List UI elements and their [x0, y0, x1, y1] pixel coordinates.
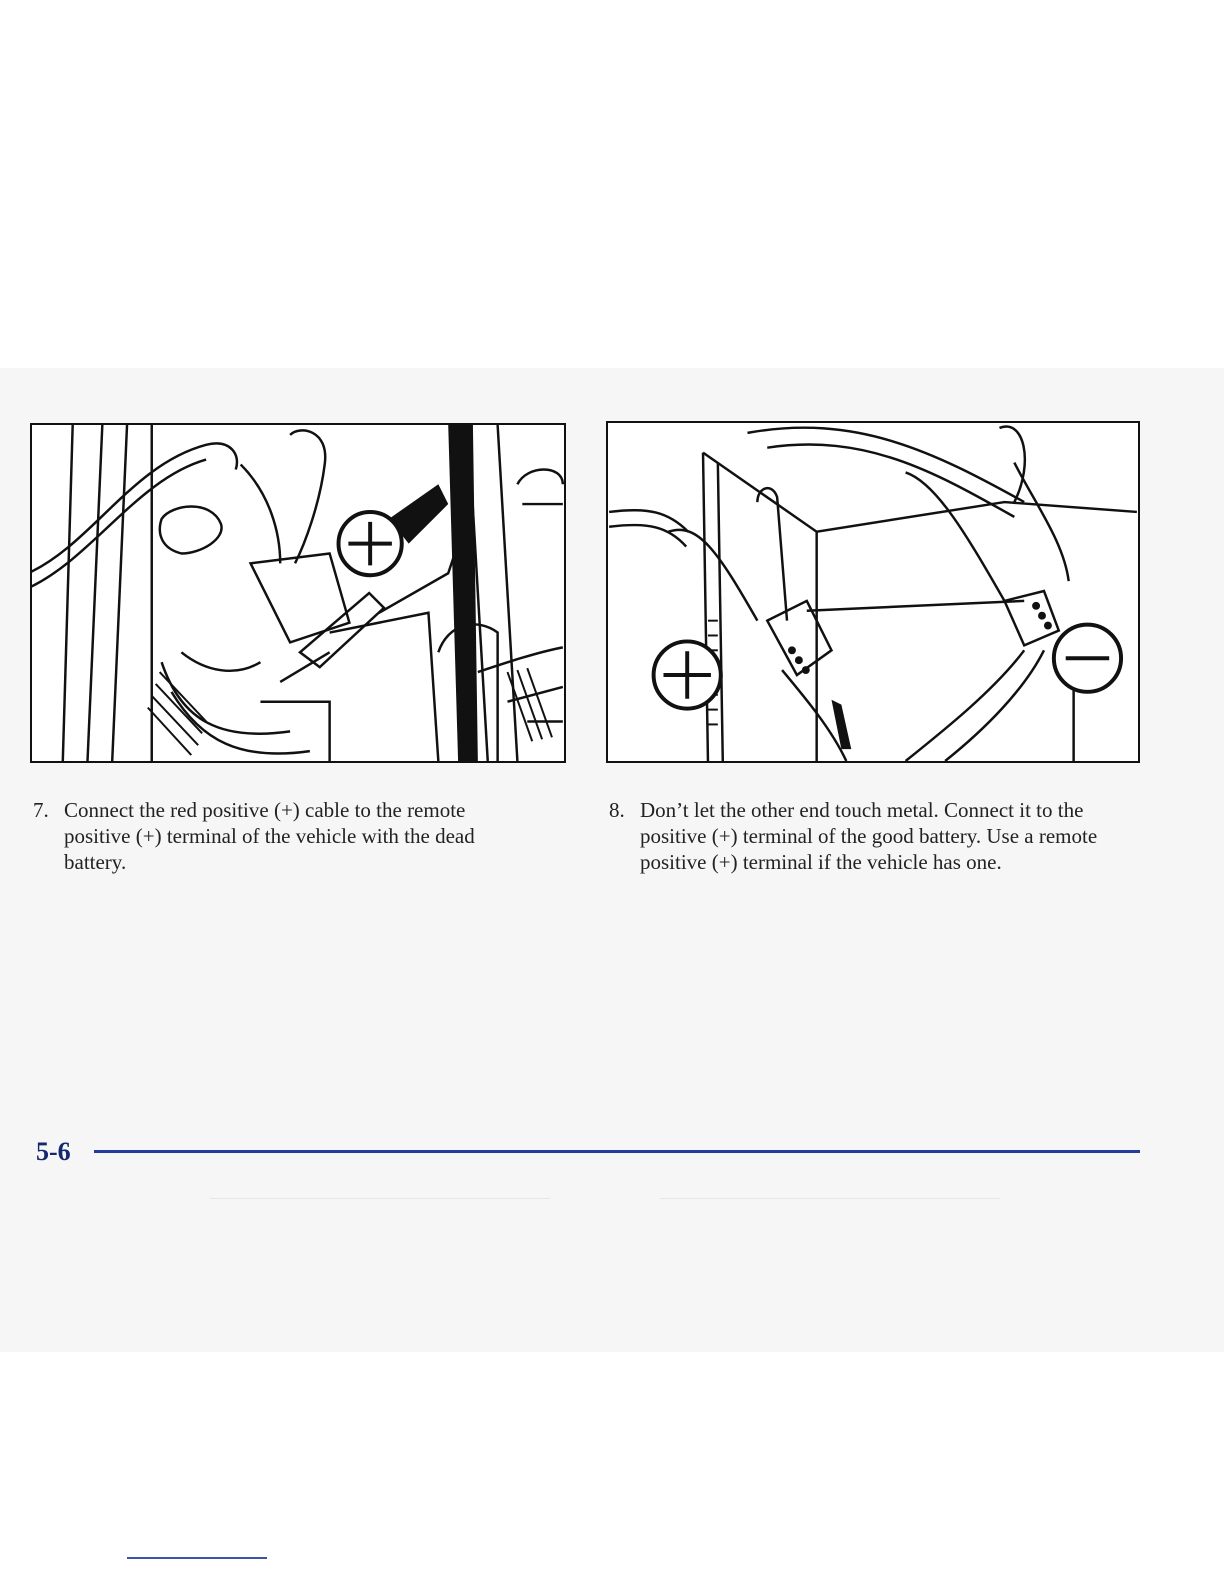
- illustration-engine-bay-clamp: [32, 425, 564, 761]
- step-text: Connect the red positive (+) cable to the remote positive (+) terminal of the vehicle with the dead battery.: [64, 798, 475, 874]
- negative-terminal-symbol: [1054, 625, 1121, 692]
- positive-terminal-symbol: [654, 641, 721, 708]
- step-number: 8.: [609, 798, 625, 822]
- positive-terminal-symbol: [339, 512, 402, 575]
- scan-line-left: [210, 1198, 550, 1199]
- figure-remote-positive-terminal: [30, 423, 566, 763]
- step-number: 7.: [33, 798, 49, 822]
- footer-rule: [94, 1150, 1140, 1153]
- step-text: Don’t let the other end touch metal. Connect it to the positive (+) terminal of the good battery. Use a remote positive (+) terminal if the vehicle has one.: [640, 798, 1098, 874]
- figure-good-battery-terminals: [606, 421, 1140, 763]
- illustration-battery-clamps: [608, 423, 1138, 761]
- bottom-mark: [127, 1557, 267, 1559]
- scan-line-right: [660, 1198, 1000, 1199]
- page-number: 5-6: [36, 1137, 71, 1166]
